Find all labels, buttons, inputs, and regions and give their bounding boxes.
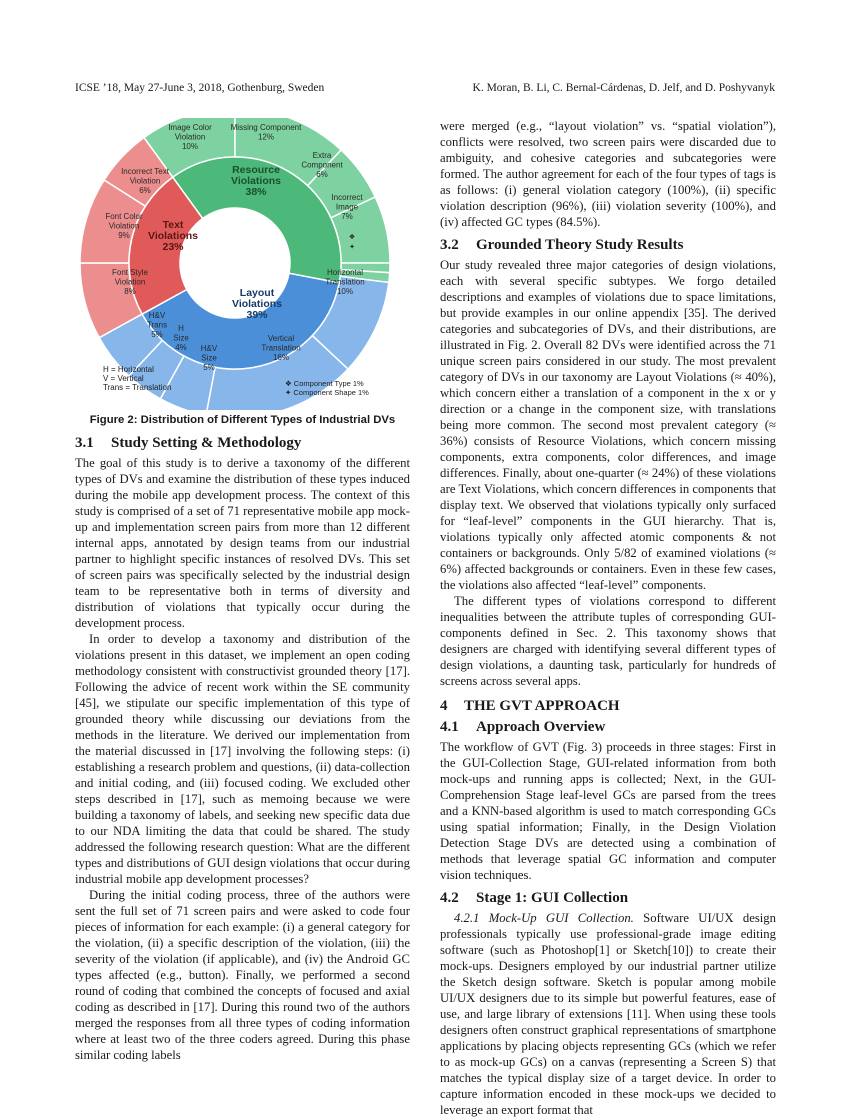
legend-abbrev: Trans = Translation xyxy=(103,383,172,392)
missing-component-label: Missing Component 12% xyxy=(230,123,302,142)
image-color-label: Image Color Violation 10% xyxy=(168,123,212,151)
legend-abbrev: H = Horizontal xyxy=(103,365,154,374)
hv-size-label: H&V Size 5% xyxy=(200,344,218,372)
extra-component-label: Extra Component 6% xyxy=(301,151,343,179)
figure-2 xyxy=(75,118,410,410)
legend-small: ❖ Component Type 1% xyxy=(285,379,364,388)
figure-caption: Figure 2: Distribution of Different Types of Industrial DVs xyxy=(89,414,396,426)
section-4-1-heading: 4.1 Approach Overview xyxy=(440,719,606,735)
hv-trans-label: H&V Trans 5% xyxy=(146,311,168,339)
paragraph: The workflow of GVT (Fig. 3) proceeds in three stages: First in the GUI-Collection Stage, GUI-related information from both mock-ups and running apps is collected; Next, in the GUI-Comprehension Stage leaf-level GCs are parsed from the trees and a KNN-based algorithm is used to match corresponding GCs using spatial information; Finally, in the Design Violation Detection Stage DVs are detected using a combination of methods that leverage spatial GC information and computer vision techniques. xyxy=(440,740,776,882)
font-color-label: Font Color Violation 9% xyxy=(105,212,143,240)
section-3-2-heading: 3.2 Grounded Theory Study Results xyxy=(440,237,684,253)
legend-abbrev: V = Vertical xyxy=(103,374,144,383)
right-column xyxy=(440,118,776,1118)
section-3-1-heading: 3.1 Study Setting & Methodology xyxy=(75,435,302,451)
layout-violations-label: Layout Violations 39% xyxy=(232,287,282,321)
paragraph: were merged (e.g., “layout violation” vs. “spatial violation”), conflicts were resolved, two screen pairs were discarded due to ambiguity, and cohesive categories and subcategories were formed. The author agreement for each of the four types of tags is as follows: (i) general violation category (100%), (ii) specific violation description (96%), (iii) violation severity (100%), and (iv) affected GC types (84.5%). xyxy=(440,119,776,229)
vertical-translation-label: Vertical Translation 16% xyxy=(261,334,301,362)
font-style-label: Font Style Violation 8% xyxy=(111,268,149,296)
paragraph: Our study revealed three major categories of design violations, each with several specific subtypes. We forgo detailed descriptions and examples of violations due to space limitations, but provide examples in our online appendix [35]. The derived categories and subcategories of DVs, and their distributions, are illustrated in Fig. 2. Overall 82 DVs were identified across the 71 unique screen pairs considered in our study. The most prevalent category of DVs in our taxonomy are Layout Violations (≈ 40%), which concern either a translation of a component in the x or y direction or a change in the component size, with translations being more common. The second most prevalent category (≈ 36%) consists of Resource Violations, which concern missing components, extra components, color differences, and image differences. Finally, about one-quarter (≈ 24%) of these violations are Text Violations, which concern differences in components that display text. We observed that violations typically only surfaced for “leaf-level” components in the GUI hierarchy. That is, violations typically only affected atomic components & not containers or backgrounds. Only 5/82 of examined violations (≈ 6%) affected backgrounds or containers. Even in these few cases, the violations also affected “leaf-level” components. xyxy=(440,258,776,592)
section-4-2-heading: 4.2 Stage 1: GUI Collection xyxy=(440,890,629,906)
running-header-left: ICSE ’18, May 27-June 3, 2018, Gothenburg, Sweden xyxy=(75,82,325,94)
paragraph: In order to develop a taxonomy and distribution of the violations present in this dataset, we implement an open coding methodology consistent with constructivist grounded theory [17]. Following the advice of recent work within the SE community [45], we stipulate our specific implementation of this type of grounded theory while discussing our deviations from the methods in the literature. We derived our implementation from the material discussed in [17] involving the following steps: (i) establishing a research problem and questions, (ii) data-collection and initial coding, and (iii) focused coding. We excluded other steps described in [17], such as memoing because we were building a taxonomy of labels, and seeking new specific data due to our NDA limiting the data that could be shared. The study addressed the following research question: What are the different types and distributions of GUI design violations that occur during industrial mobile app development processes? xyxy=(75,632,410,886)
paragraph-text: Software UI/UX design professionals typically use professional-grade image editing software (such as Photoshop[1] or Sketch[10]) to create their mock-ups. Designers employed by our industrial partner utilize the Sketch design software. Sketch is popular among mobile UI/UX designers due to its simple but powerful features, ease of use, and large library of extensions [11]. When using these tools designers often construct graphical representations of smartphone applications by placing objects representing GCs (which we refer to as mock-up GCs) on a canvas (representing a Screen S) that matches the typical display size of a target device. In order to capture information encoded in these mock-ups we decided to leverage an export format that xyxy=(440,911,776,1117)
component-shape-marker: ✦ xyxy=(349,243,355,251)
resource-violations-label: Resource Violations 38% xyxy=(231,164,281,198)
section-4-heading: 4 THE GVT APPROACH xyxy=(440,698,620,714)
sunburst-chart xyxy=(75,118,410,410)
subsection-4-2-1-title: 4.2.1 Mock-Up GUI Collection. xyxy=(454,911,634,925)
paragraph: The goal of this study is to derive a taxonomy of the different types of DVs and examine the distribution of these types induced during the mobile app development process. The context of this study is comprised of a set of 71 representative mobile app mock-up and implementation screen pairs from more than 12 different internal apps, annotated by design teams from our industrial partner to highlight specific instances of resolved DVs. This set of screen pairs was specifically selected by the industrial design team to be representative both in terms of diversity and distribution of violations that typically occur during the development process. xyxy=(75,456,410,630)
paragraph xyxy=(440,910,776,1118)
paragraph: During the initial coding process, three of the authors were sent the full set of 71 screen pairs and were asked to code four pieces of information for each example: (i) a general category for the violation, (ii) a specific description of the violation, (iii) the severity of the violation (if applicable), and (iv) the Android GC types affected (e.g., button). Finally, we performed a second round of coding that combined the concepts of focused and axial coding as described in [17]. During this round two of the authors merged the responses from all three types of coding information where at least two of the three coders agreed. During this phase similar coding labels xyxy=(75,888,410,1062)
legend-small: ✦ Component Shape 1% xyxy=(285,388,369,397)
h-size-label: H Size 4% xyxy=(173,324,189,352)
incorrect-text-label: Incorrect Text Violation 6% xyxy=(121,167,169,195)
text-violations-label: Text Violations 23% xyxy=(148,219,198,253)
paragraph: The different types of violations correspond to different inequalities between the attribute tuples of corresponding GUI-components defined in Sec. 2. This taxonomy shows that designers are charged with identifying several different types of design violations, a daunting task, particularly for hundreds of screens across several apps. xyxy=(440,594,776,688)
running-header-right: K. Moran, B. Li, C. Bernal-Cárdenas, D. Jelf, and D. Poshyvanyk xyxy=(472,82,775,94)
component-type-marker: ❖ xyxy=(348,233,356,241)
incorrect-image-label: Incorrect Image 7% xyxy=(331,193,363,221)
horizontal-translation-label: Horizontal Translation 10% xyxy=(325,268,365,296)
left-column xyxy=(75,118,410,1063)
